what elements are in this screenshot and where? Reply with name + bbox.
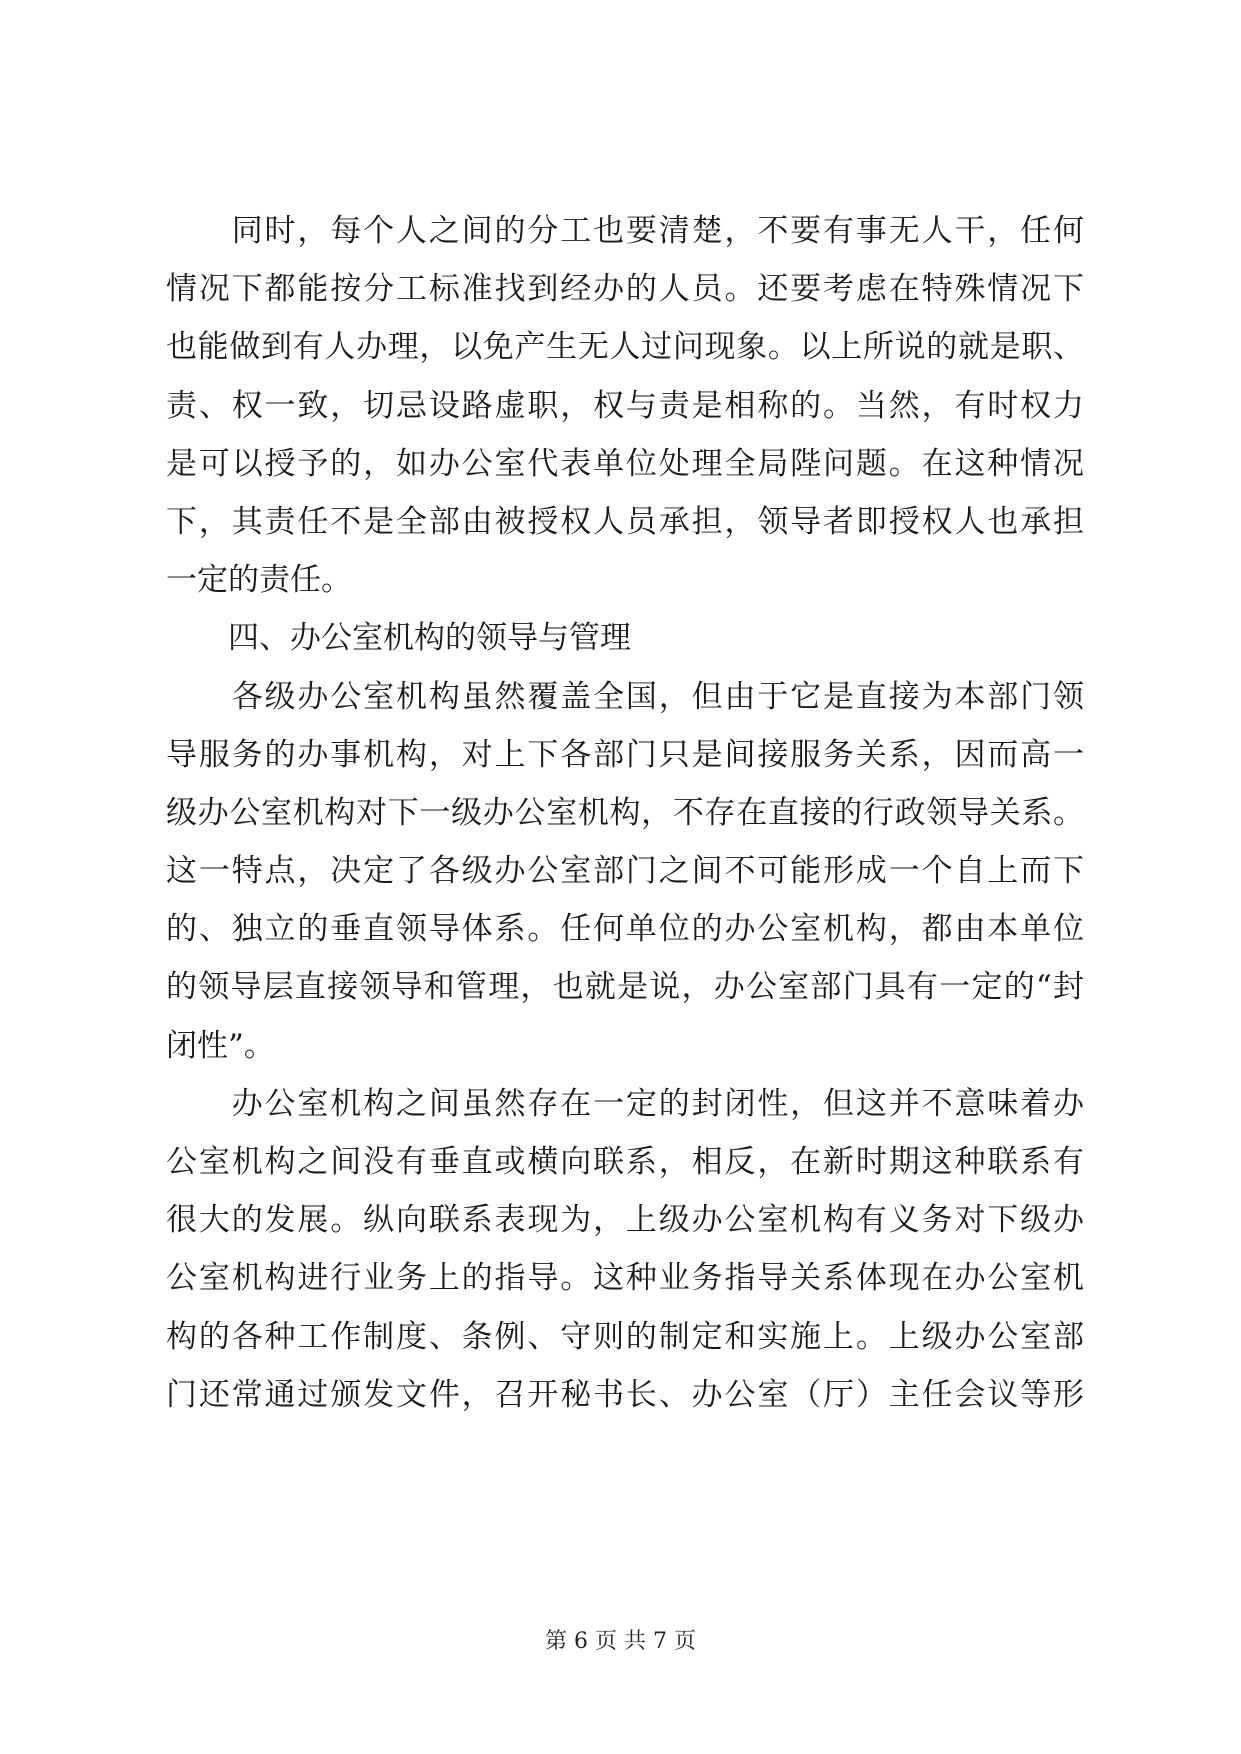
text-line: 的领导层直接领导和管理，也就是说，办公室部门具有一定的“封 <box>166 969 1084 1006</box>
text-line: 导服务的办事机构，对上下各部门只是间接服务关系，因而高一 <box>166 736 1084 773</box>
text-line: 构的各种工作制度、条例、守则的制定和实施上。上级办公室部 <box>166 1318 1084 1355</box>
section-heading: 四、办公室机构的领导与管理 <box>166 620 631 657</box>
text-line: 同时，每个人之间的分工也要清楚，不要有事无人干，任何 <box>166 213 1084 249</box>
text-line: 的、独立的垂直领导体系。任何单位的办公室机构，都由本单位 <box>166 911 1084 948</box>
page-footer <box>0 1628 1241 1656</box>
text-line: 很大的发展。纵向联系表现为，上级办公室机构有义务对下级办 <box>166 1202 1084 1239</box>
text-line: 也能做到有人办理，以免产生无人过问现象。以上所说的就是职、 <box>166 329 1084 366</box>
text-line: 这一特点，决定了各级办公室部门之间不可能形成一个自上而下 <box>166 853 1084 890</box>
text-line: 办公室机构之间虽然存在一定的封闭性，但这并不意味着办 <box>166 1085 1084 1122</box>
text-line: 公室机构进行业务上的指导。这种业务指导关系体现在办公室机 <box>166 1260 1084 1297</box>
text-line: 下，其责任不是全部由被授权人员承担，领导者即授权人也承担 <box>166 503 1084 540</box>
text-line: 门还常通过颁发文件，召开秘书长、办公室（厅）主任会议等形 <box>166 1376 1084 1413</box>
text-line: 责、权一致，切忌设路虚职，权与责是相称的。当然，有时权力 <box>166 387 1084 424</box>
text-line: 各级办公室机构虽然覆盖全国，但由于它是直接为本部门领 <box>166 678 1084 715</box>
text-line: 情况下都能按分工标准找到经办的人员。还要考虑在特殊情况下 <box>166 271 1084 308</box>
text-line: 是可以授予的，如办公室代表单位处理全局陛问题。在这种情况 <box>166 445 1084 482</box>
text-line: 一定的责任。 <box>166 562 352 599</box>
document-body <box>166 202 1084 1424</box>
text-line: 公室机构之间没有垂直或横向联系，相反，在新时期这种联系有 <box>166 1144 1084 1180</box>
text-line: 级办公室机构对下一级办公室机构，不存在直接的行政领导关系。 <box>166 794 1084 831</box>
page-number-label: 第 6 页 共 7 页 <box>545 1629 696 1654</box>
text-line: 闭性”。 <box>166 1027 275 1064</box>
